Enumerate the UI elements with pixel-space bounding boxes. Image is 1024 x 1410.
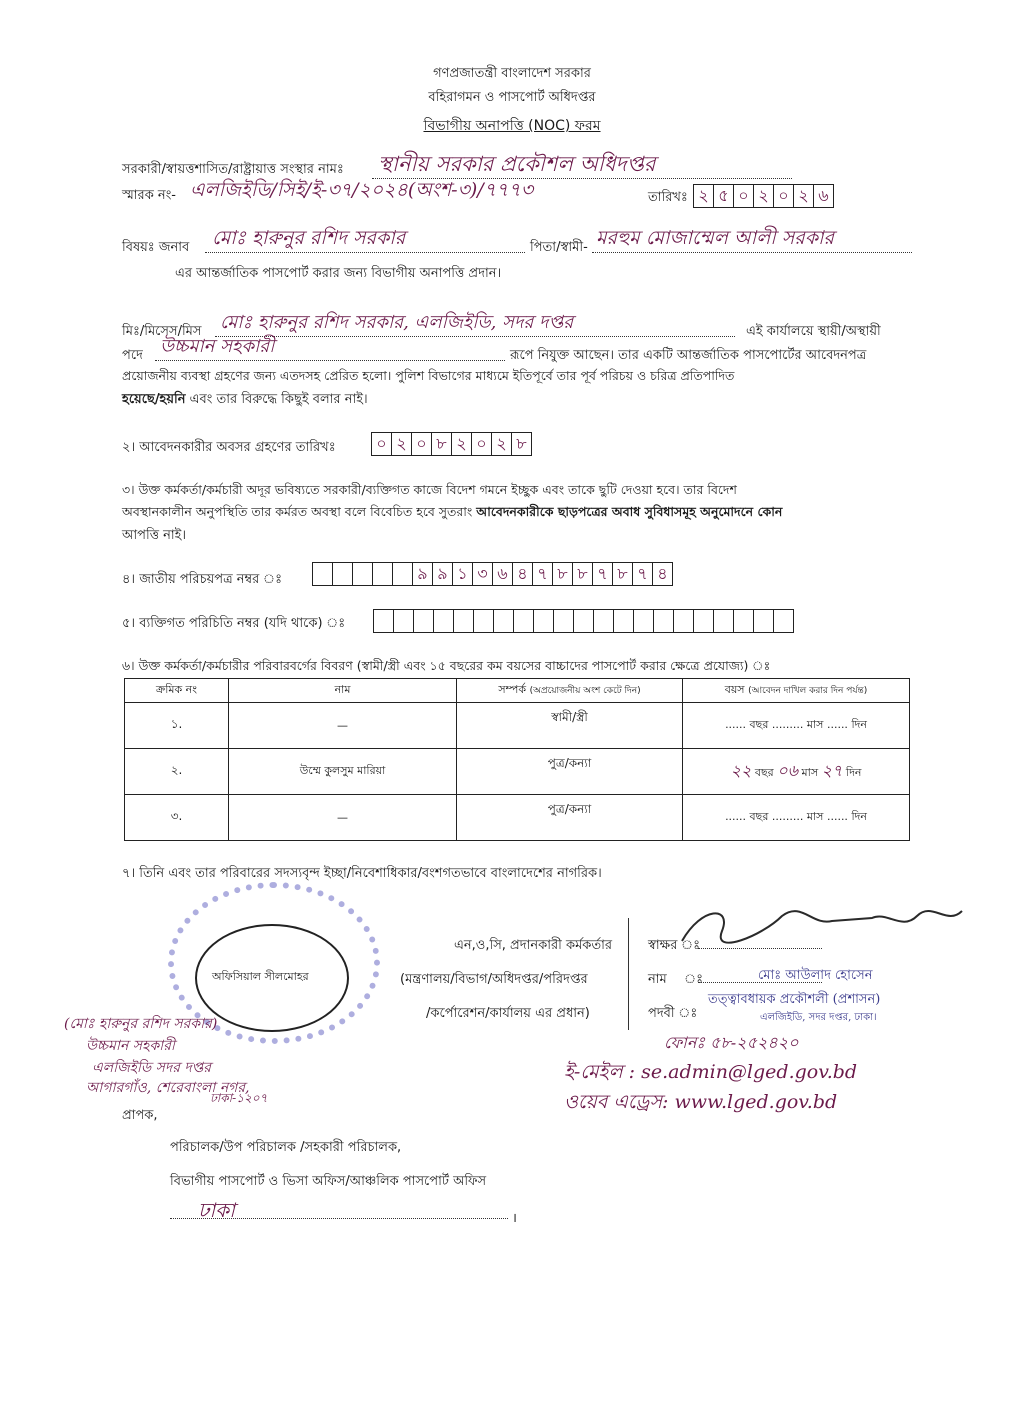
pin-digit (633, 609, 654, 633)
family-table (124, 678, 910, 841)
endorse-line2: উচ্চমান সহকারী (86, 1038, 175, 1054)
recipient-end: । (512, 1211, 517, 1226)
cell-name: — (229, 703, 457, 749)
cell-relation: পুত্র/কন্যা (457, 749, 683, 795)
pin-digit (693, 609, 714, 633)
age-years-unit: বছর (754, 766, 774, 779)
post-suffix: রূপে নিযুক্ত আছেন। তার একটি আন্তর্জাতিক পাসপোর্টের আবেদনপত্র (510, 348, 867, 363)
pin-digit (573, 609, 594, 633)
retire-date-digit: ০ (411, 432, 432, 456)
age-years: ...... (725, 810, 747, 823)
nid-digit (332, 562, 353, 586)
desig-label: পদবী ঃ (648, 1006, 698, 1021)
form-title: বিভাগীয় অনাপত্তি (NOC) ফরম (423, 118, 601, 134)
date-digit: ২ (753, 184, 774, 208)
nid-digit (372, 562, 393, 586)
nid-digit: ৮ (612, 562, 633, 586)
pin-digit (733, 609, 754, 633)
pin-digit (433, 609, 454, 633)
nid-digit (312, 562, 333, 586)
header-line1: গণপ্রজাতন্ত্রী বাংলাদেশ সরকার (433, 66, 591, 81)
issuer-line3: /কর্পোরেশন/কার্যালয় এর প্রধান) (426, 1006, 590, 1021)
pin-digit (513, 609, 534, 633)
age-months: ......... (771, 810, 804, 823)
nid-digit: ৩ (472, 562, 493, 586)
issuer-line1: এন,ও,সি, প্রদানকারী কর্মকর্তার (454, 938, 613, 953)
retire-date-digit: ০ (371, 432, 392, 456)
table-row (125, 703, 910, 749)
nid-boxes (313, 562, 673, 586)
cell-relation: স্বামী/স্ত্রী (457, 703, 683, 749)
post-label: পদে (122, 348, 143, 363)
nid-digit: ৭ (632, 562, 653, 586)
age-days: ২৭ (821, 761, 843, 780)
recipient-line2: বিভাগীয় পাসপোর্ট ও ভিসা অফিস/আঞ্চলিক পাসপোর্ট অফিস (170, 1174, 487, 1189)
cell-age (683, 795, 910, 841)
org-label: সরকারী/স্বায়ত্তশাসিত/রাষ্ট্রায়াত্ত সংস্থার নামঃ (122, 162, 344, 177)
memo-label: স্মারক নং- (122, 188, 176, 203)
nid-digit: ৮ (572, 562, 593, 586)
retire-date-digit: ৮ (431, 432, 452, 456)
pin-digit (713, 609, 734, 633)
pin-digit (753, 609, 774, 633)
pin-digit (373, 609, 394, 633)
subject-label: বিষয়ঃ জনাব (122, 240, 190, 255)
post-value: উচ্চমান সহকারী (160, 336, 275, 357)
nid-digit: ১ (452, 562, 473, 586)
th-relation (457, 679, 683, 703)
subject-line2: এর আন্তর্জাতিক পাসপোর্ট করার জন্য বিভাগীয় অনাপত্তি প্রদান। (175, 266, 502, 281)
date-digit: ২ (693, 184, 714, 208)
th-relation-note: (অপ্রয়োজনীয় অংশ কেটে দিন) (529, 686, 641, 696)
retire-date-digit: ২ (391, 432, 412, 456)
pin-digit (553, 609, 574, 633)
endorse-line1: (মোঃ হারুনুর রশিদ সরকার) (64, 1016, 218, 1032)
para1-suffix: এই কার্যালয়ে স্থায়ী/অস্থায়ী (746, 324, 881, 339)
date-label: তারিখঃ (648, 190, 688, 205)
age-days: ...... (826, 810, 848, 823)
th-age (683, 679, 910, 703)
name-label: নাম (648, 972, 667, 987)
date-digit: ৬ (813, 184, 834, 208)
nid-digit: ৪ (512, 562, 533, 586)
date-digit: ২ (793, 184, 814, 208)
item5-label: ৫। ব্যক্তিগত পরিচিতি নম্বর (যদি থাকে) ঃ (122, 616, 346, 631)
th-name: নাম (229, 679, 457, 703)
table-row (125, 749, 910, 795)
para1-line3: প্রয়োজনীয় ব্যবস্থা গ্রহণের জন্য এতদসহ প্রেরিত হলো। পুলিশ বিভাগের মাধ্যমে ইতিপূর্বে তার পূর্ব পরিচয় ও চরিত্র প্রতিপাদিত (122, 368, 735, 383)
th-relation-label: সম্পর্ক (498, 683, 527, 696)
item3-line3: আপত্তি নাই। (122, 528, 187, 543)
nid-digit: ৯ (412, 562, 433, 586)
cell-age (683, 749, 910, 795)
subject-name-line (205, 252, 525, 253)
recipient-line (170, 1218, 508, 1219)
pin-digit (653, 609, 674, 633)
nid-digit: ৮ (552, 562, 573, 586)
age-days: ...... (826, 718, 848, 731)
cell-relation: পুত্র/কন্যা (457, 795, 683, 841)
nid-digit (352, 562, 373, 586)
retire-date-digit: ৮ (511, 432, 532, 456)
date-boxes (694, 184, 834, 208)
cell-serial: ১. (125, 703, 229, 749)
memo-value: এলজিইডি/সিই/ই-৩৭/২০২৪(অংশ-৩)/৭৭৭৩ (190, 179, 534, 201)
pin-digit (673, 609, 694, 633)
retire-date-digit: ২ (491, 432, 512, 456)
item7-label: ৭। তিনি এবং তার পরিবারের সদস্যবৃন্দ ইচ্ছা/নিবেশাধিকার/বংশগতভাবে বাংলাদেশের নাগরিক। (122, 866, 602, 881)
retire-date-boxes (372, 432, 532, 456)
nid-digit: ৬ (492, 562, 513, 586)
nid-digit (392, 562, 413, 586)
endorse-line5: ঢাকা-১২০৭ (210, 1091, 268, 1105)
cell-name: উম্মে কুলসুম মারিয়া (229, 749, 457, 795)
age-months-unit: মাস (806, 718, 824, 731)
date-digit: ০ (733, 184, 754, 208)
issuer-phone: ফোনঃ ৫৮-২৫২৪২০ (664, 1033, 799, 1052)
cell-age (683, 703, 910, 749)
cell-serial: ২. (125, 749, 229, 795)
item3-line2 (122, 504, 782, 524)
item3-line2-a: অবস্থানকালীন অনুপস্থিতি তার কর্মরত অবস্থা বলে বিবেচিত হবে সুতরাং (122, 504, 473, 519)
subject-name: মোঃ হারুনুর রশিদ সরকার (212, 227, 406, 249)
pin-digit (493, 609, 514, 633)
issuer-name: মোঃ আউলাদ হোসেন (758, 968, 873, 983)
recipient-label: প্রাপক, (122, 1108, 158, 1123)
name-colon: ঃ (684, 972, 704, 987)
recipient-city: ঢাকা (198, 1198, 235, 1222)
cell-name: — (229, 795, 457, 841)
cell-serial: ৩. (125, 795, 229, 841)
th-serial: ক্রমিক নং (125, 679, 229, 703)
nid-digit: ৭ (592, 562, 613, 586)
para1-prefix: মিঃ/মিসেস/মিস (122, 324, 202, 339)
issuer-designation: তত্ত্বাবধায়ক প্রকৌশলী (প্রশাসন) (708, 992, 881, 1007)
th-age-note: (আবেদন দাখিল করার দিন পর্যন্ত) (748, 686, 868, 696)
age-months-unit: মাস (806, 810, 824, 823)
pin-digit (613, 609, 634, 633)
org-value: স্থানীয় সরকার প্রকৌশল অধিদপ্তর (378, 152, 656, 176)
pin-digit (473, 609, 494, 633)
issuer-divider (628, 918, 629, 1030)
nid-digit: ৯ (432, 562, 453, 586)
item2-label: ২। আবেদনকারীর অবসর গ্রহণের তারিখঃ (122, 440, 336, 455)
date-digit: ৫ (713, 184, 734, 208)
age-years: ...... (725, 718, 747, 731)
item3-line2-b: আবেদনকারীকে ছাড়পত্রের অবাধ সুবিধাসমূহ অনুমোদনে কোন (476, 504, 783, 519)
pin-digit (533, 609, 554, 633)
age-months: ০৬ (777, 761, 799, 780)
issuer-line2: (মন্ত্রণালয়/বিভাগ/অধিদপ্তর/পরিদপ্তর (400, 972, 588, 987)
applicant-name: মোঃ হারুনুর রশিদ সরকার, এলজিইডি, সদর দপ্তর (220, 312, 574, 333)
date-digit: ০ (773, 184, 794, 208)
item3-line1: ৩। উক্ত কর্মকর্তা/কর্মচারী অদূর ভবিষ্যতে সরকারী/ব্যক্তিগত কাজে বিদেশ গমনে ইচ্ছুক এবং তাকে ছুটি দেওয়া হবে। তার বিদেশ (122, 482, 737, 497)
police-status: হয়েছে/হয়নি (122, 392, 186, 407)
para1-line4 (122, 390, 368, 411)
age-months: ......... (771, 718, 804, 731)
header-line2: বহিরাগমন ও পাসপোর্ট অধিদপ্তর (428, 90, 596, 105)
pin-digit (773, 609, 794, 633)
father-line (592, 252, 912, 253)
age-years-unit: বছর (749, 810, 769, 823)
endorse-line4: আগারগাঁও, শেরেবাংলা নগর, (86, 1080, 250, 1096)
item4-label: ৪। জাতীয় পরিচয়পত্র নম্বর ঃ (122, 572, 283, 587)
th-age-label: বয়স (724, 683, 745, 696)
age-days-unit: দিন (851, 718, 867, 731)
sign-label: স্বাক্ষর ঃ (648, 938, 701, 953)
endorse-line3: এলজিইডি সদর দপ্তর (92, 1060, 211, 1076)
father-label: পিতা/স্বামী- (530, 240, 588, 255)
nid-digit: ৭ (532, 562, 553, 586)
post-line (155, 360, 505, 361)
pin-boxes (374, 609, 794, 633)
pin-digit (453, 609, 474, 633)
pin-digit (413, 609, 434, 633)
table-row (125, 795, 910, 841)
issuer-web: ওয়েব এড্রেস: www.lged.gov.bd (564, 1091, 838, 1113)
age-days-unit: দিন (851, 810, 867, 823)
applicant-name-line (215, 336, 735, 337)
issuer-email: ই-মেইল : se.admin@lged.gov.bd (564, 1061, 858, 1083)
issuer-designation-sub: এলজিইডি, সদর দপ্তর, ঢাকা। (760, 1012, 877, 1023)
item6-label: ৬। উক্ত কর্মকর্তা/কর্মচারীর পরিবারবর্গের বিবরণ (স্বামী/স্ত্রী এবং ১৫ বছরের কম বয়সের বাচ্চাদের পাসপোর্ট করার ক্ষেত্রে প্রযোজ্য) ঃ (122, 658, 771, 673)
retire-date-digit: ২ (451, 432, 472, 456)
pin-digit (593, 609, 614, 633)
age-months-unit: মাস (801, 766, 819, 779)
nid-digit: ৪ (652, 562, 673, 586)
para1-line4-rest: এবং তার বিরুদ্ধে কিছুই বলার নাই। (189, 392, 368, 407)
age-years-unit: বছর (749, 718, 769, 731)
age-days-unit: দিন (845, 766, 862, 779)
retire-date-digit: ০ (471, 432, 492, 456)
recipient-line1: পরিচালক/উপ পরিচালক /সহকারী পরিচালক, (170, 1140, 402, 1155)
father-value: মরহুম মোজাম্মেল আলী সরকার (596, 227, 834, 249)
seal-label: অফিসিয়াল সীলমোহর (212, 970, 309, 983)
age-years: ২২ (730, 761, 752, 780)
signature-icon (672, 896, 972, 956)
pin-digit (393, 609, 414, 633)
